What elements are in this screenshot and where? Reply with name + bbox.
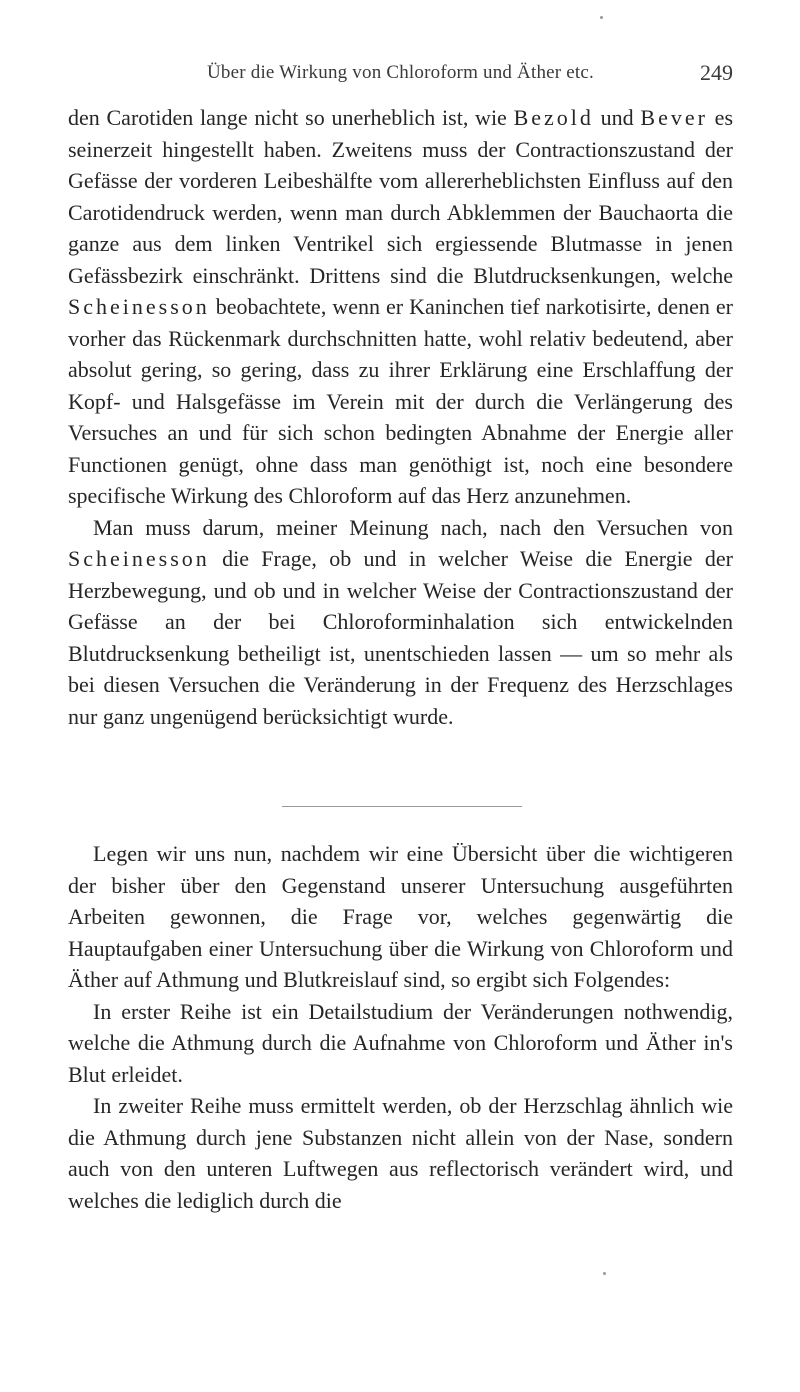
text-run: beobachtete, wenn er Kaninchen tief narkotisirte, denen er vorher das Rückenmark durchschnitten hatte, wohl relativ bedeutend, aber absolut gering, so gering, dass zu ihrer Erklärung eine Erschlaffung der Kopf- und Halsgefässe im Verein mit der durch die Verlängerung des Versuches an und für sich schon bedingten Abnahme der Energie aller Functionen genügt, ohne dass man genöthigt ist, noch eine besondere specifische Wirkung des Chloroform auf das Herz anzunehmen. bbox=[68, 294, 733, 508]
text-section-1 bbox=[68, 102, 733, 732]
text-section-2 bbox=[68, 838, 733, 1216]
paragraph: Legen wir uns nun, nachdem wir eine Übersicht über die wichtigeren der bisher über den Gegenstand unserer Untersuchung ausgeführten Arbeiten gewonnen, die Frage vor, welches gegenwärtig die Hauptaufgaben einer Untersuchung über die Wirkung von Chloroform und Äther auf Athmung und Blutkreislauf sind, so ergibt sich Folgendes: bbox=[68, 841, 733, 992]
paragraph: In erster Reihe ist ein Detailstudium der Veränderungen nothwendig, welche die Athmung durch die Aufnahme von Chloroform und Äther in's Blut erleidet. bbox=[68, 998, 733, 1087]
text-run: die Frage, ob und in welcher Weise die Energie der Herzbewegung, und ob und in welcher Weise der Contractionszustand der Gefässe an der bei Chloroforminhalation sich entwickelnden Blutdrucksenkung betheiligt ist, unentschieden lassen — um so mehr als bei diesen Versuchen die Veränderung in der Frequenz des Herzschlages nur ganz ungenügend berücksichtigt wurde. bbox=[68, 546, 733, 729]
text-run: Man muss darum, meiner Meinung nach, nach den Versuchen von bbox=[93, 514, 733, 540]
text-run: und bbox=[593, 105, 641, 130]
author-name-bezold: Bezold bbox=[513, 105, 594, 130]
scan-speck bbox=[600, 16, 603, 19]
running-title: Über die Wirkung von Chloroform und Äther etc. bbox=[207, 62, 594, 83]
section-separator-rule bbox=[282, 806, 522, 807]
page-number: 249 bbox=[700, 60, 733, 85]
scan-speck bbox=[603, 1272, 606, 1275]
author-name-bever: Bever bbox=[640, 105, 708, 130]
author-name-scheinesson: Scheinesson bbox=[68, 294, 210, 319]
text-run: den Carotiden lange nicht so unerheblich ist, wie bbox=[68, 105, 514, 130]
text-run: es seinerzeit hingestellt haben. Zweitens muss der Contractionszustand der Gefässe der vorderen Leibeshälfte vom allererheblichsten Einfluss auf den Carotidendruck werden, wenn man durch Abklemmen der Bauchaorta die ganze aus dem linken Ventrikel sich ergiessende Blutmasse in jenen Gefässbezirk einschränkt. Drittens sind die Blutdrucksenkungen, welche bbox=[68, 105, 734, 288]
running-head bbox=[68, 62, 733, 92]
author-name-scheinesson: Scheinesson bbox=[68, 546, 210, 571]
paragraph: In zweiter Reihe muss ermittelt werden, ob der Herzschlag ähnlich wie die Athmung durch jene Substanzen nicht allein von der Nase, sondern auch von den unteren Luftwegen aus reflectorisch verändert wird, und welches die lediglich durch die bbox=[68, 1093, 733, 1213]
paragraph-continued bbox=[68, 102, 733, 512]
paragraph bbox=[68, 512, 733, 733]
